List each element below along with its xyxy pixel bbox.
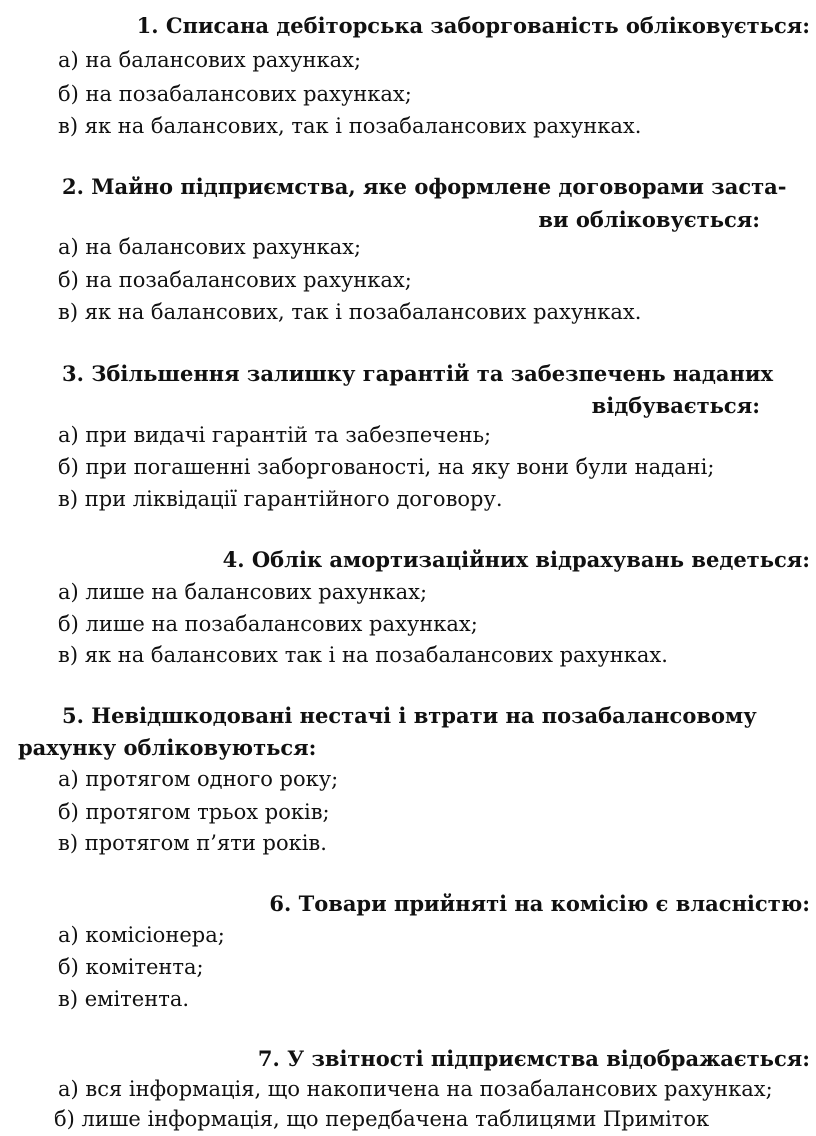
question-2-title-line-2: ви обліковується: [538,207,760,232]
question-6-option-c: в) емітента. [58,987,190,1011]
question-3-option-b: б) при погашенні заборгованості, на яку вони були надані; [58,455,715,479]
question-5-option-b: б) протягом трьох років; [58,800,330,824]
question-2-title-line-1: 2. Майно підприємства, яке оформлене договорами заста- [62,174,787,199]
question-3-option-c: в) при ліквідації гарантійного договору. [58,487,503,511]
question-4-title: 4. Облік амортизаційних відрахувань ведеться: [222,547,810,572]
question-7-option-a: а) вся інформація, що накопичена на позабалансових рахунках; [58,1077,773,1101]
question-3-option-a: а) при видачі гарантій та забезпечень; [58,423,492,447]
question-2-option-c: в) як на балансових, так і позабалансових рахунках. [58,300,642,324]
question-1-option-a: а) на балансових рахунках; [58,48,362,72]
question-6-option-b: б) комітента; [58,955,204,979]
question-7-option-b: б) лише інформація, що передбачена таблицями Приміток [54,1107,710,1131]
question-7-title: 7. У звітності підприємства відображається: [257,1046,810,1071]
question-5-title-line-1: 5. Невідшкодовані нестачі і втрати на позабалансовому [62,703,757,728]
question-5-title-line-2: рахунку обліковуються: [18,735,317,760]
question-5-option-a: а) протягом одного року; [58,767,339,791]
question-6-title: 6. Товари прийняті на комісію є власністю: [269,891,810,916]
question-2-option-b: б) на позабалансових рахунках; [58,268,412,292]
question-6-option-a: а) комісіонера; [58,923,225,947]
question-5-option-c: в) протягом п’яти років. [58,831,327,855]
question-2-option-a: а) на балансових рахунках; [58,235,362,259]
question-1-option-b: б) на позабалансових рахунках; [58,82,412,106]
question-4-option-b: б) лише на позабалансових рахунках; [58,612,478,636]
question-3-title-line-2: відбувається: [591,393,760,418]
question-4-option-c: в) як на балансових так і на позабалансових рахунках. [58,643,668,667]
question-1-title: 1. Списана дебіторська заборгованість обліковується: [136,13,810,38]
question-3-title-line-1: 3. Збільшення залишку гарантій та забезпечень наданих [62,361,773,386]
question-1-option-c: в) як на балансових, так і позабалансових рахунках. [58,114,642,138]
question-4-option-a: а) лише на балансових рахунках; [58,580,428,604]
